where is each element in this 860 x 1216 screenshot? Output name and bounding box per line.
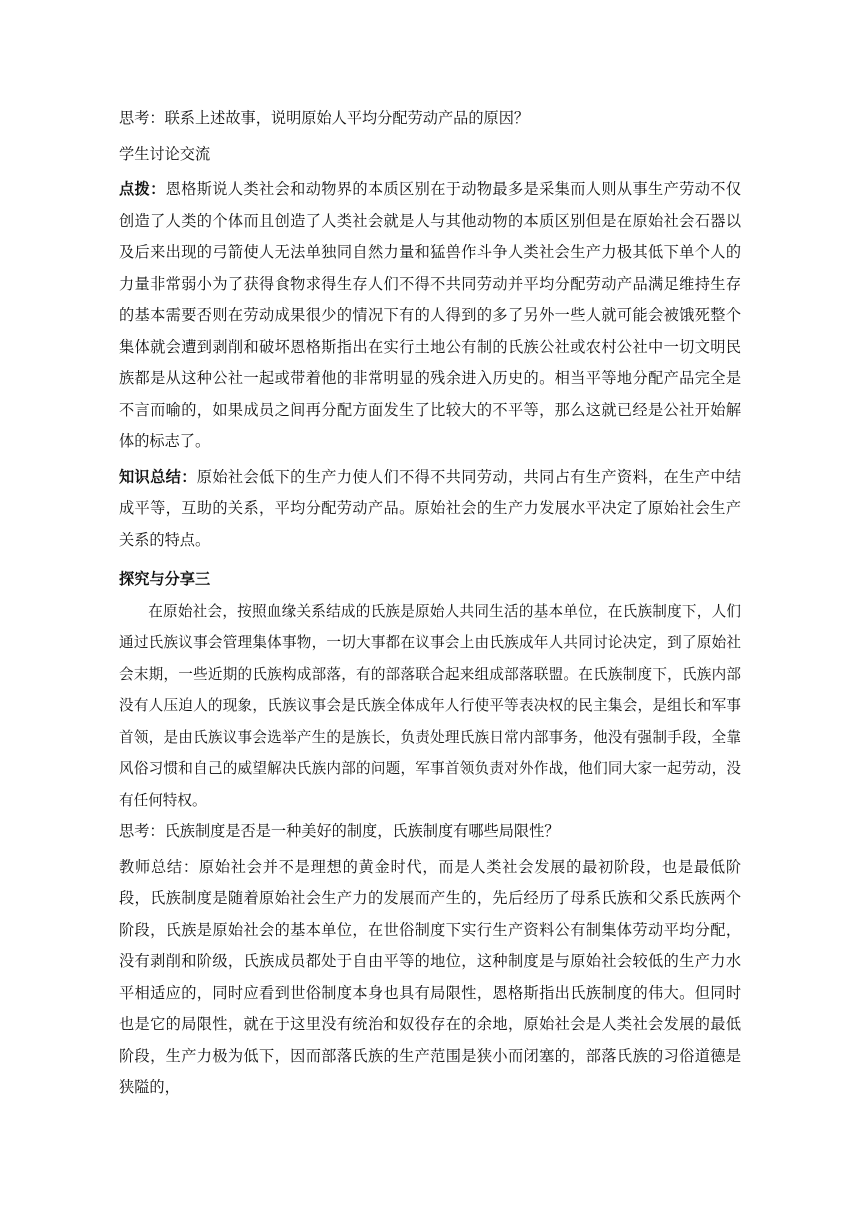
teacher-summary-paragraph: [119, 852, 741, 1104]
guide-text: 恩格斯说人类社会和动物界的本质区别在于动物最多是采集而人则从事生产劳动不仅创造了人类的个体而且创造了人类社会就是人与其他动物的本质区别但是在原始社会石器以及后来出现的弓箭使人无法单独同自然力量和猛兽作斗争人类社会生产力极其低下单个人的力量非常弱小为了获得食物求得生存人们不得不共同劳动并平均分配劳动产品满足维持生存的基本需要否则在劳动成果很少的情况下有的人得到的多了另外一些人就可能会被饿死整个集体就会遭到剥削和破坏恩格斯指出在实行土地公有制的氏族公社或农村公社中一切文明民族都是从这种公社一起或带着他的非常明显的残余进入历史的。相当平等地分配产品完全是不言而喻的，如果成员之间再分配方面发生了比较大的不平等，那么这就已经是公社开始解体的标志了。: [119, 180, 742, 450]
story-paragraph: 在原始社会，按照血缘关系结成的氏族是原始人共同生活的基本单位，在氏族制度下，人们通过氏族议事会管理集体事物，一切大事都在议事会上由氏族成年人共同讨论决定，到了原始社会末期，一些近期的氏族构成部落，有的部落联合起来组成部落联盟。在氏族制度下，氏族内部没有人压迫人的现象，氏族议事会是氏族全体成年人行使平等表决权的民主集会，是组长和军事首领，是由氏族议事会选举产生的是族长，负责处理氏族日常内部事务，他没有强制手段，全靠风俗习惯和自己的威望解决氏族内部的问题，军事首领负责对外作战，他们同大家一起劳动，没有任何特权。: [119, 602, 741, 809]
think-question-1: 思考：联系上述故事，说明原始人平均分配劳动产品的原因？: [119, 109, 530, 127]
think-question-2: 思考：氏族制度是否是一种美好的制度，氏族制度有哪些局限性？: [119, 822, 560, 840]
document-content: [119, 103, 741, 1104]
teacher-summary-label: 教师总结：: [119, 857, 199, 876]
guide-label: 点拨：: [119, 180, 166, 198]
guide-paragraph: [119, 174, 741, 458]
teacher-summary-text: 原始社会并不是理想的黄金时代，而是人类社会发展的最初阶段，也是最低阶段，氏族制度是随着原始社会生产力的发展而产生的，先后经历了母系氏族和父系氏族两个阶段，氏族是原始社会的基本单位，在世俗制度下实行生产资料公有制集体劳动平均分配，没有剥削和阶级，氏族成员都处于自由平等的地位，这种制度是与原始社会较低的生产力水平相适应的，同时应看到世俗制度本身也具有局限性，恩格斯指出氏族制度的伟大。但同时也是它的局限性，就在于这里没有统治和奴役存在的余地，原始社会是人类社会发展的最低阶段，生产力极为低下，因而部落氏族的生产范围是狭小而闭塞的，部落氏族的习俗道德是狭隘的，: [119, 857, 741, 1096]
section-heading: 探究与分享三: [119, 570, 211, 588]
knowledge-summary-text: 原始社会低下的生产力使人们不得不共同劳动，共同占有生产资料，在生产中结成平等，互助的关系，平均分配劳动产品。原始社会的生产力发展水平决定了原始社会生产关系的特点。: [119, 467, 742, 549]
student-discussion: 学生讨论交流: [119, 144, 211, 163]
knowledge-summary-paragraph: [119, 462, 741, 557]
knowledge-summary-label: 知识总结：: [119, 467, 197, 486]
